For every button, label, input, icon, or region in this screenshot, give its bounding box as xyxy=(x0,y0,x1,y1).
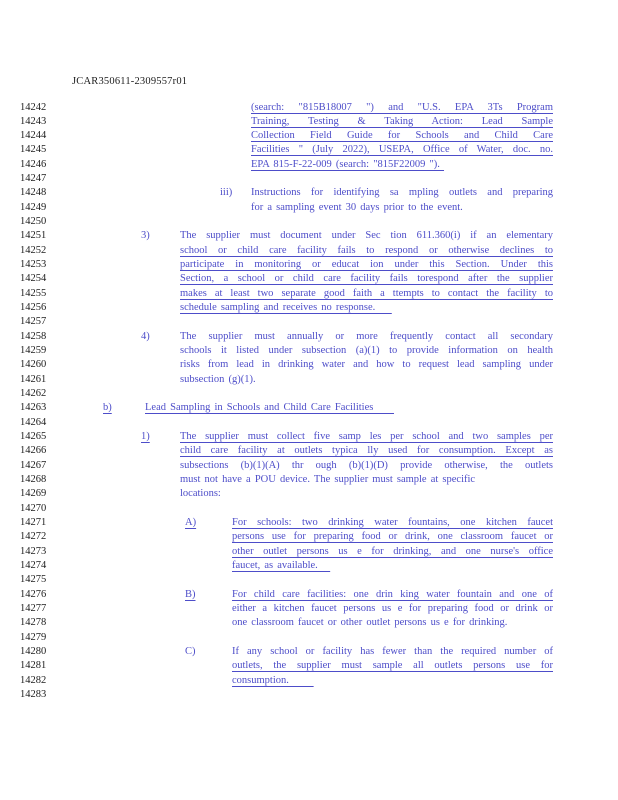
line-number: 14269 xyxy=(20,488,47,500)
line-number: 14255 xyxy=(20,287,47,299)
line-number: 14258 xyxy=(20,330,47,342)
paragraph-label: A) xyxy=(185,517,197,529)
line-number: 14247 xyxy=(20,173,47,185)
line-number: 14261 xyxy=(20,373,47,385)
text-segment: If any school or facility has fewer than the required number of xyxy=(232,646,553,658)
line-number: 14251 xyxy=(20,230,47,242)
line-number: 14242 xyxy=(20,101,47,113)
text-segment: school or child care facility fails to respond or otherwise declines to xyxy=(180,244,553,256)
text-segment: EPA 815-F-22-009 (search: "815F22009 "). xyxy=(251,158,445,170)
text-segment: subsections (b)(1)(A) thr ough (b)(1)(D) provide otherwise, the outlets xyxy=(180,459,553,471)
line-number: 14277 xyxy=(20,603,47,615)
paragraph-label: 3) xyxy=(141,230,150,242)
text-segment: Facilities " (July 2022), USEPA, Office of Water, doc. no. xyxy=(251,144,553,156)
line-number: 14262 xyxy=(20,388,47,400)
line-number: 14266 xyxy=(20,445,47,457)
text-segment: locations: xyxy=(180,488,221,500)
line-number: 14274 xyxy=(20,560,47,572)
text-segment: either a kitchen faucet persons us e for preparing food or drink or xyxy=(232,603,553,615)
paragraph-label: C) xyxy=(185,646,196,658)
line-number: 14243 xyxy=(20,115,47,127)
text-segment: for a sampling event 30 days prior to the event. xyxy=(251,201,463,213)
line-number: 14282 xyxy=(20,674,47,686)
line-number: 14271 xyxy=(20,517,47,529)
line-number: 14268 xyxy=(20,474,47,486)
line-number: 14257 xyxy=(20,316,47,328)
text-segment: Collection Field Guide for Schools and Child Care xyxy=(251,130,553,142)
line-number: 14250 xyxy=(20,216,47,228)
text-segment: schools it listed under subsection (a)(1) to provide information on health xyxy=(180,345,553,357)
line-number: 14275 xyxy=(20,574,47,586)
line-number: 14246 xyxy=(20,158,47,170)
paragraph-label: B) xyxy=(185,588,196,600)
text-segment: For child care facilities: one drin king water fountain and one of xyxy=(232,588,553,600)
text-segment: The supplier must document under Sec tion 611.360(i) if an elementary xyxy=(180,230,553,242)
text-segment: must not have a POU device. The supplier must sample at specific xyxy=(180,474,476,486)
line-number: 14254 xyxy=(20,273,47,285)
text-segment: Lead Sampling in Schools and Child Care Facilities xyxy=(145,402,394,414)
text-segment: consumption. xyxy=(232,674,314,686)
line-number: 14248 xyxy=(20,187,47,199)
text-segment: participate in monitoring or educat ion under this Section. Under this xyxy=(180,259,553,271)
line-number: 14276 xyxy=(20,588,47,600)
text-segment: subsection (g)(1). xyxy=(180,373,256,385)
line-number: 14259 xyxy=(20,345,47,357)
line-number: 14245 xyxy=(20,144,47,156)
text-segment: Training, Testing & Taking Action: Lead Sample xyxy=(251,115,553,127)
text-segment: persons use for preparing food or drink, one classroom faucet or xyxy=(232,531,553,543)
text-segment: For schools: two drinking water fountains, one kitchen faucet xyxy=(232,517,553,529)
line-number: 14265 xyxy=(20,431,47,443)
paragraph-label: 4) xyxy=(141,330,150,342)
line-number: 14279 xyxy=(20,631,47,643)
text-segment: Instructions for identifying sa mpling outlets and preparing xyxy=(251,187,553,199)
line-number: 14280 xyxy=(20,646,47,658)
text-segment: (search: "815B18007 ") and "U.S. EPA 3Ts Program xyxy=(251,101,553,113)
text-segment: The supplier must annually or more frequently contact all secondary xyxy=(180,330,553,342)
text-segment: risks from lead in drinking water and how to request lead sampling under xyxy=(180,359,553,371)
line-number: 14270 xyxy=(20,502,47,514)
line-number: 14249 xyxy=(20,201,47,213)
text-segment: outlets, the supplier must sample all outlets persons use for xyxy=(232,660,553,672)
line-number: 14253 xyxy=(20,259,47,271)
line-number: 14278 xyxy=(20,617,47,629)
line-number: 14244 xyxy=(20,130,47,142)
text-segment: makes at least two separate good faith a ttempts to contact the facility to xyxy=(180,287,553,299)
text-segment: The supplier must collect five samp les per school and two samples per xyxy=(180,431,553,443)
text-segment: one classroom faucet or other outlet persons us e for drinking. xyxy=(232,617,508,629)
line-number: 14264 xyxy=(20,416,47,428)
paragraph-label: 1) xyxy=(141,431,150,443)
line-number: 14260 xyxy=(20,359,47,371)
paragraph-label: iii) xyxy=(220,187,233,199)
text-segment: child care facility at outlets typica lly used for consumption. Except as xyxy=(180,445,553,457)
text-segment: Section, a school or child care facility fails torespond after the supplier xyxy=(180,273,553,285)
line-number: 14273 xyxy=(20,545,47,557)
line-number: 14252 xyxy=(20,244,47,256)
line-number: 14281 xyxy=(20,660,47,672)
line-number: 14283 xyxy=(20,689,47,701)
text-segment: faucet, as available. xyxy=(232,560,331,572)
line-number: 14272 xyxy=(20,531,47,543)
paragraph-label: b) xyxy=(103,402,112,414)
line-number: 14256 xyxy=(20,302,47,314)
line-number: 14263 xyxy=(20,402,47,414)
docket-number: JCAR350611-2309557r01 xyxy=(72,76,188,87)
text-segment: other outlet persons us e for drinking, and one nurse's office xyxy=(232,545,553,557)
line-number: 14267 xyxy=(20,459,47,471)
text-segment: schedule sampling and receives no response. xyxy=(180,302,392,314)
